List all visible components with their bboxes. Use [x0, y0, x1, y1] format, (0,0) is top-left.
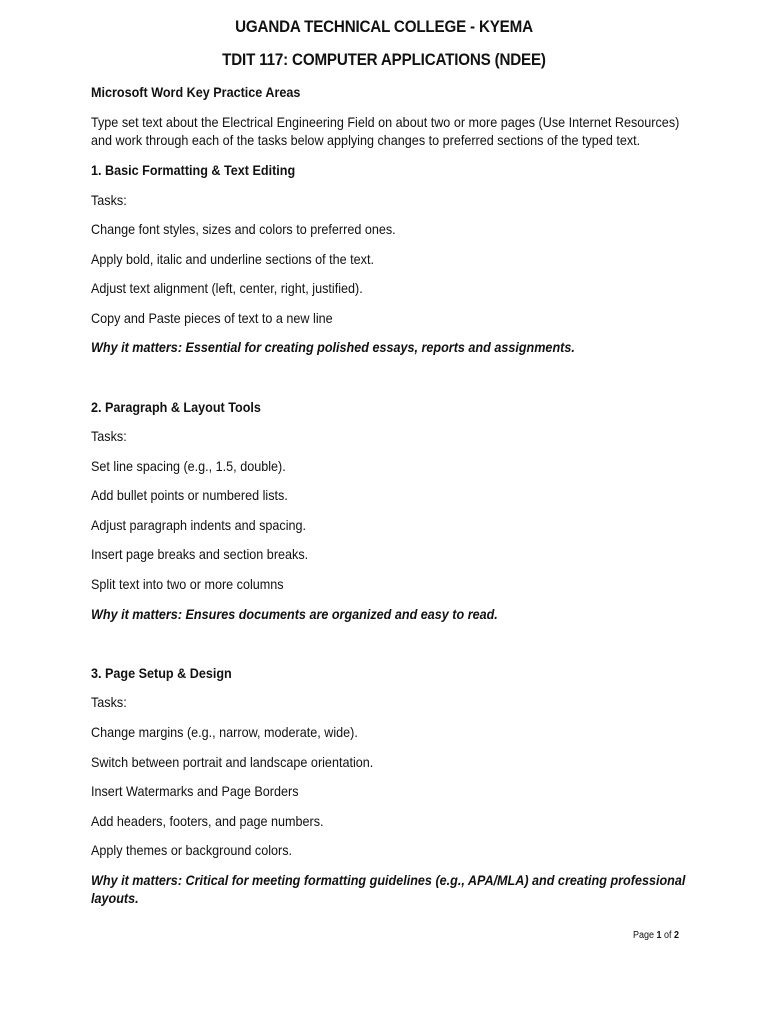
- section-1-task-2: Apply bold, italic and underline sections of the text.: [91, 251, 374, 267]
- section-1-task-3: Adjust text alignment (left, center, right, justified).: [91, 280, 363, 296]
- section-1-task-1: Change font styles, sizes and colors to preferred ones.: [91, 221, 396, 237]
- section-1-why: Why it matters: Essential for creating polished essays, reports and assignments.: [91, 339, 575, 355]
- section-3-task-2: Switch between portrait and landscape orientation.: [91, 754, 374, 770]
- section-3-why-line-2: layouts.: [91, 890, 139, 906]
- section-2-task-2: Add bullet points or numbered lists.: [91, 487, 288, 503]
- course-title: TDIT 117: COMPUTER APPLICATIONS (NDEE): [222, 51, 546, 69]
- section-3-task-1: Change margins (e.g., narrow, moderate, wide).: [91, 724, 358, 740]
- section-3-why: [91, 871, 686, 907]
- intro-line-1: Type set text about the Electrical Engineering Field on about two or more pages (Use Internet Resources): [91, 114, 680, 130]
- page-number-footer: [633, 930, 679, 941]
- section-1-tasks-label: Tasks:: [91, 192, 127, 208]
- section-3-heading: 3. Page Setup & Design: [91, 665, 232, 681]
- section-3-why-line-1: Why it matters: Critical for meeting formatting guidelines (e.g., APA/MLA) and creating professional: [91, 872, 686, 888]
- section-2-task-1: Set line spacing (e.g., 1.5, double).: [91, 458, 286, 474]
- current-page-number: 1: [656, 930, 662, 941]
- section-2-task-3: Adjust paragraph indents and spacing.: [91, 517, 307, 533]
- section-1-task-4: Copy and Paste pieces of text to a new line: [91, 310, 333, 326]
- section-2-tasks-label: Tasks:: [91, 428, 127, 444]
- section-2-task-4: Insert page breaks and section breaks.: [91, 546, 309, 562]
- section-3-task-3: Insert Watermarks and Page Borders: [91, 783, 299, 799]
- institution-title: UGANDA TECHNICAL COLLEGE - KYEMA: [235, 18, 533, 36]
- total-page-count: 2: [674, 930, 680, 941]
- section-2-task-5: Split text into two or more columns: [91, 576, 284, 592]
- section-1-heading: 1. Basic Formatting & Text Editing: [91, 162, 296, 178]
- section-2-why: Why it matters: Ensures documents are organized and easy to read.: [91, 606, 498, 622]
- page-label: Page: [633, 930, 655, 941]
- intro-line-2: and work through each of the tasks below applying changes to preferred sections of the typed text.: [91, 132, 641, 148]
- intro-heading: Microsoft Word Key Practice Areas: [91, 84, 301, 100]
- section-3-tasks-label: Tasks:: [91, 694, 127, 710]
- section-3-task-5: Apply themes or background colors.: [91, 842, 293, 858]
- intro-paragraph: [91, 113, 681, 149]
- of-label: of: [664, 930, 672, 941]
- section-2-heading: 2. Paragraph & Layout Tools: [91, 399, 261, 415]
- section-3-task-4: Add headers, footers, and page numbers.: [91, 813, 324, 829]
